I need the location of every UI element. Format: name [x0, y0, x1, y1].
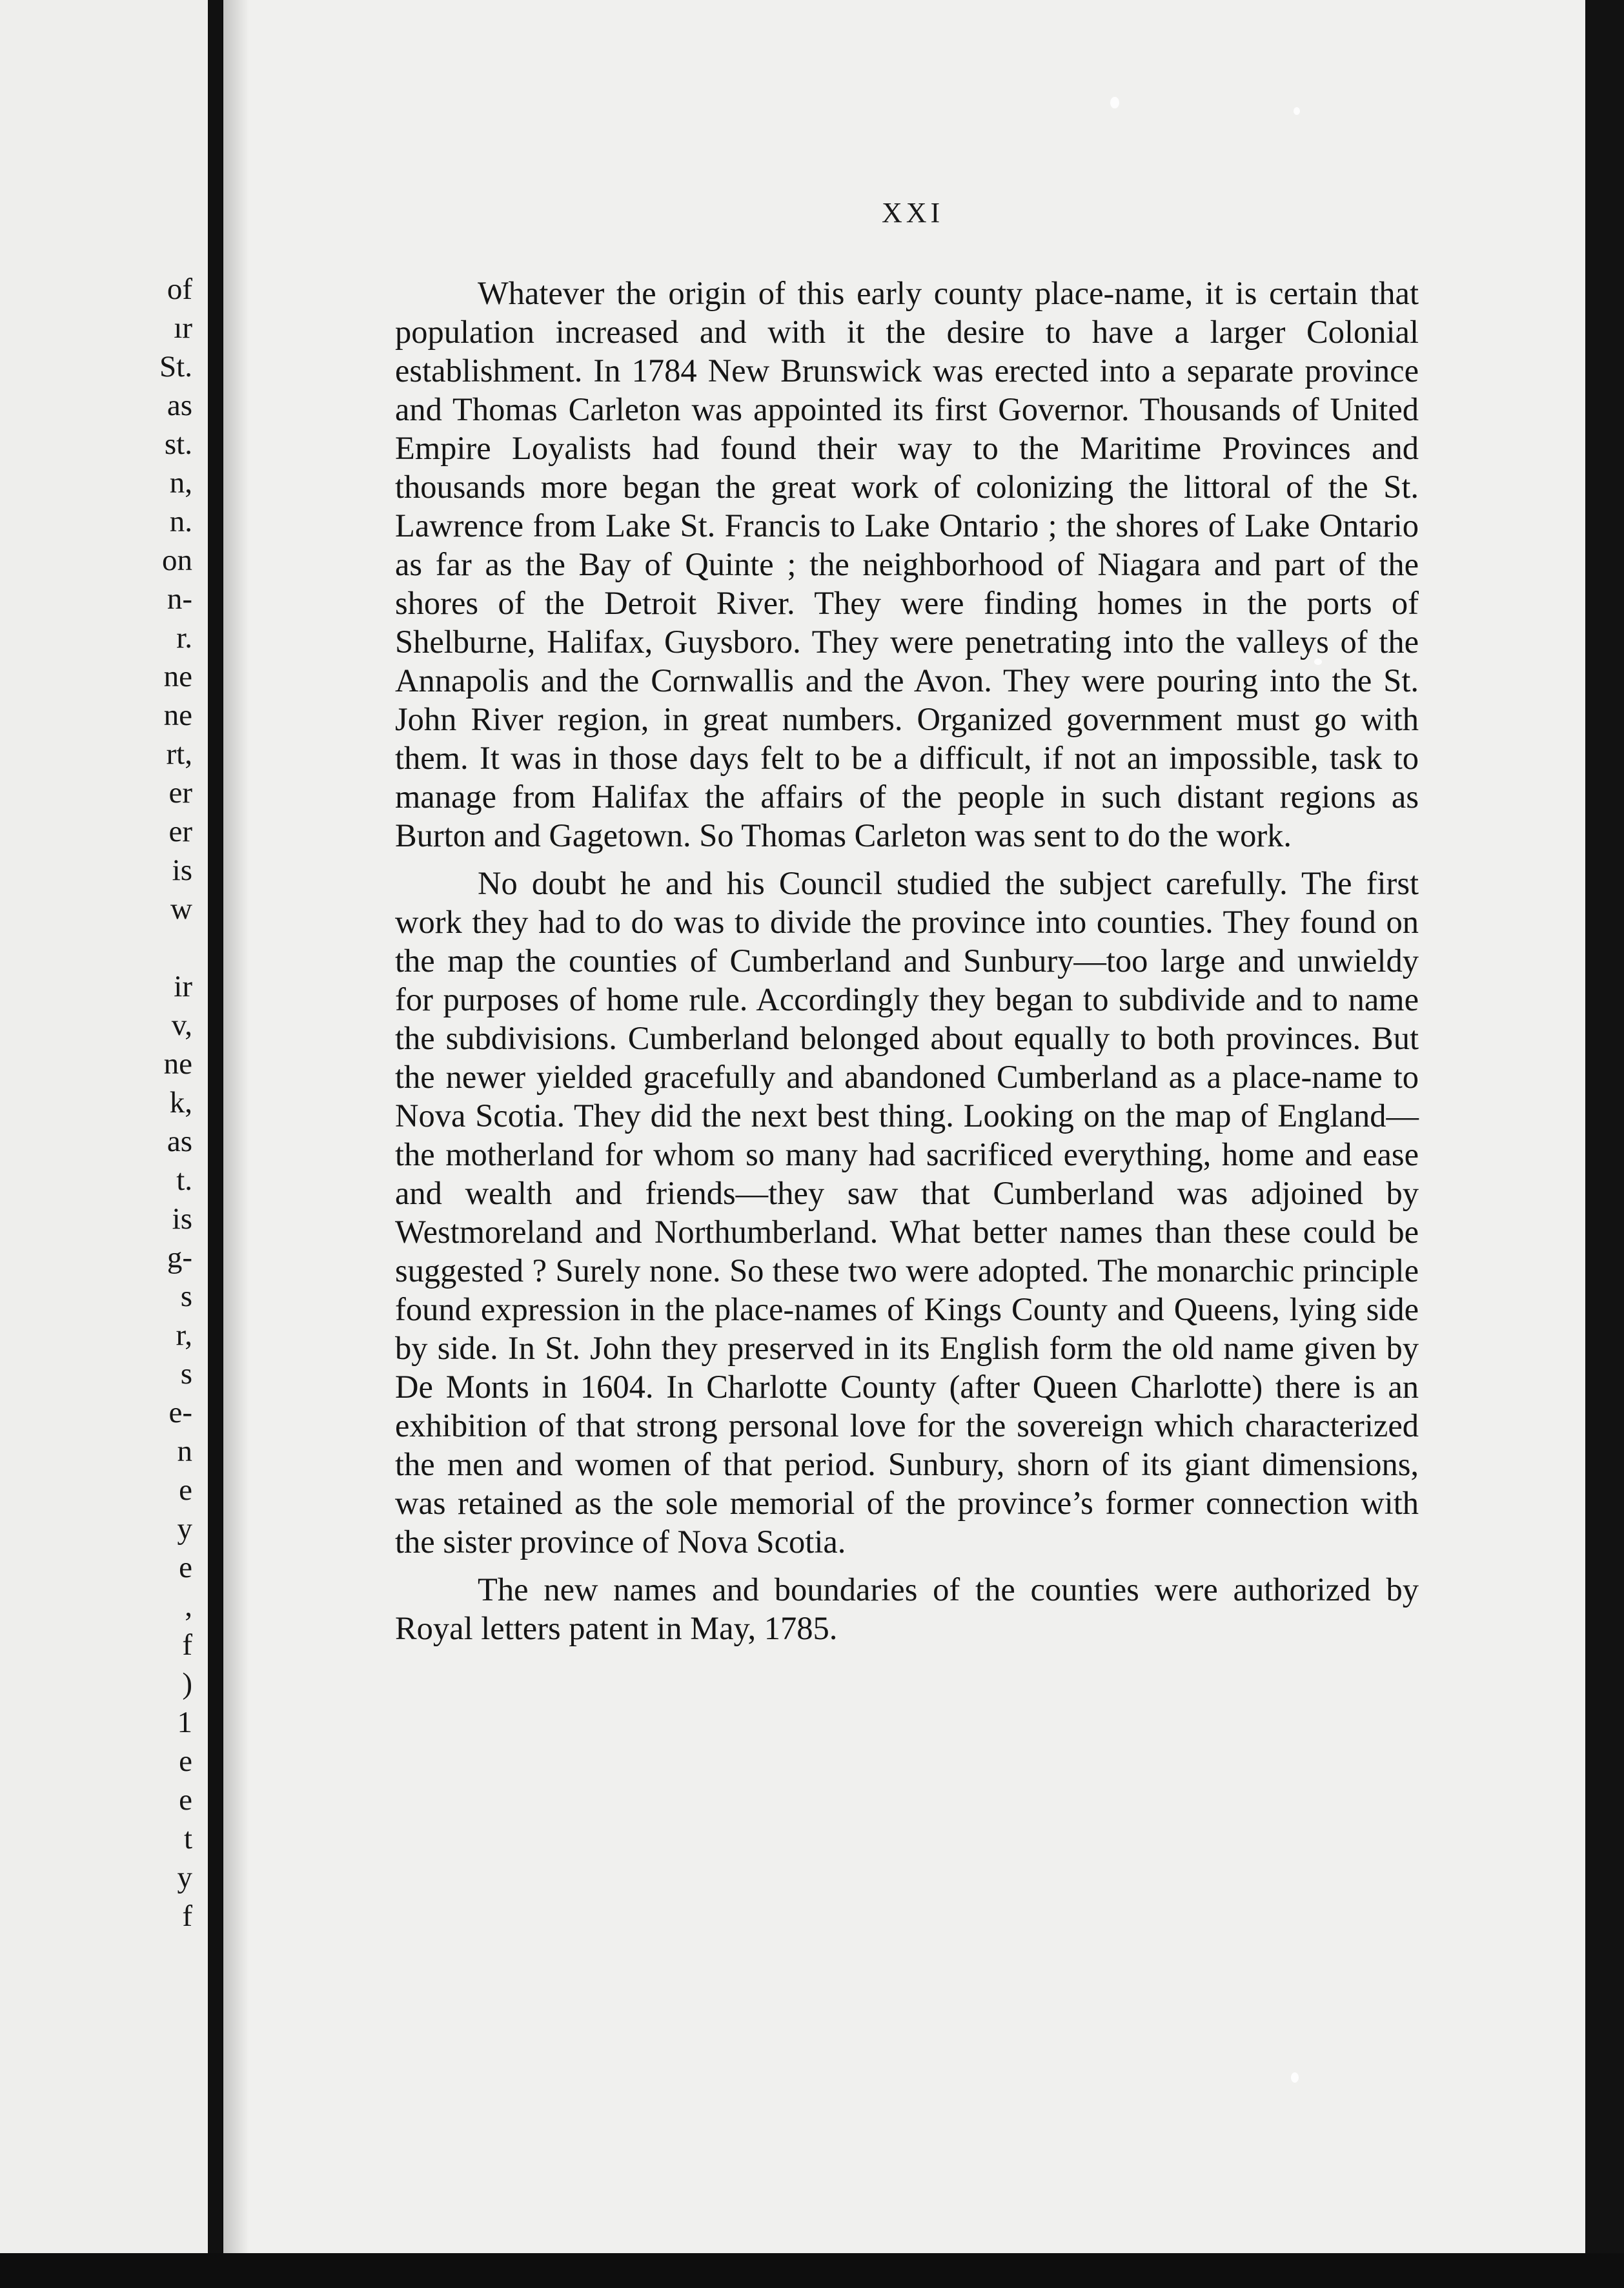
left-page-fragment: ne	[163, 699, 192, 732]
left-page-fragment: f	[182, 1899, 192, 1933]
left-page-fragment: ne	[163, 660, 192, 693]
left-page-fragment: as	[167, 1125, 192, 1158]
left-page-fragment: t	[183, 1822, 192, 1855]
scan-border-bottom	[0, 2253, 1624, 2288]
left-facing-page	[0, 0, 214, 2288]
left-page-fragment: v,	[171, 1008, 192, 1042]
left-page-fragment: s	[180, 1280, 192, 1313]
left-page-fragment: is	[172, 1202, 192, 1236]
left-page-fragment: st.	[164, 427, 192, 461]
left-page-fragment: r.	[176, 621, 192, 655]
left-page-fragment: ir	[174, 970, 192, 1003]
left-page-fragment: as	[167, 389, 192, 422]
left-page-fragment: St.	[159, 350, 192, 383]
left-page-fragment: f	[182, 1628, 192, 1662]
left-page-fragment: on	[162, 544, 192, 577]
left-page-fragment: is	[172, 853, 192, 887]
left-page-fragment: ne	[163, 1047, 192, 1081]
left-page-fragment: 1	[177, 1706, 192, 1739]
left-page-fragment: e	[179, 1744, 192, 1778]
scan-speck	[1291, 2072, 1299, 2083]
left-page-fragment: e	[179, 1783, 192, 1817]
left-page-fragment: y	[177, 1512, 192, 1546]
page-number: XXI	[882, 197, 944, 229]
page-curl-shadow	[223, 0, 249, 2253]
left-page-fragment: w	[170, 892, 192, 926]
left-page-fragment: y	[177, 1861, 192, 1894]
left-page-fragment: t.	[176, 1163, 192, 1197]
left-page-text-fragments	[0, 270, 194, 1936]
paragraph-1: Whatever the origin of this early county place-name, it is certain that population increased and with it the desire to have a larger Colonial establishment. In 1784 New Brunswick was erected into a separate province and Thomas Carleton was appointed its first Governor. Thousands of United Empire Loyalists had found their way to the Maritime Provinces and thousands more began the great work of colonizing the littoral of the St. Lawrence from Lake St. Francis to Lake Ontario ; the shores of Lake Ontario as far as the Bay of Quinte ; the neighborhood of Niagara and part of the shores of the Detroit River. They were finding homes in the ports of Shelburne, Halifax, Guysboro. They were penetrating into the valleys of the Annapolis and the Cornwallis and the Avon. They were pouring into the St. John River region, in great numbers. Organized government must go with them. It was in those days felt to be a difficult, if not an impossible, task to manage from Halifax the affairs of the people in such distant regions as Burton and Gagetown. So Thomas Carleton was sent to do the work.	[395, 275, 1419, 853]
paragraph-2: No doubt he and his Council studied the subject carefully. The first work they had to do was to divide the province into counties. They found on the map the counties of Cumberland and Sunbury—too large and unwieldy for purposes of home rule. Accordingly they began to subdivide and to name the subdivisions. Cumberland belonged about equally to both provinces. But the newer yielded gracefully and abandoned Cumberland as a place-name to Nova Scotia. They did the next best thing. Looking on the map of England—the motherland for whom so many had sacrificed everything, home and ease and wealth and friends—they saw that Cumberland was adjoined by Westmoreland and Northumberland. What better names than these could be suggested ? Surely none. So these two were adopted. The monarchic principle found expression in the place-names of Kings County and Queens, lying side by side. In St. John they preserved in its English form the old name given by De Monts in 1604. In Charlotte County (after Queen Charlotte) there is an exhibition of that strong personal love for the sovereign which characterized the men and women of that period. Sunbury, shorn of its giant dimensions, was retained as the sole memorial of the province’s former connection with the sister province of Nova Scotia.	[395, 865, 1419, 1560]
left-page-fragment: er	[168, 776, 192, 810]
left-page-fragment: of	[167, 272, 192, 306]
paragraph-3: The new names and boundaries of the counties were authorized by Royal letters patent in May, 1785.	[395, 1571, 1419, 1646]
scan-border-right	[1585, 0, 1624, 2288]
left-page-fragment: e-	[168, 1396, 192, 1429]
left-page-fragment: k,	[169, 1086, 192, 1119]
left-page-fragment: ır	[174, 311, 192, 345]
left-page-fragment: e	[179, 1473, 192, 1507]
scan-speck	[1110, 97, 1119, 108]
left-page-fragment: ,	[185, 1589, 192, 1623]
body-text	[395, 274, 1419, 1648]
left-page-fragment: n-	[167, 582, 192, 616]
left-page-fragment: r,	[176, 1318, 192, 1352]
left-page-fragment: )	[182, 1667, 192, 1701]
left-page-fragment: rt,	[166, 737, 192, 771]
left-page-fragment: e	[179, 1551, 192, 1584]
scan-speck	[1294, 107, 1300, 115]
left-page-fragment: n,	[169, 466, 192, 500]
gutter-shadow	[208, 0, 222, 2288]
left-page-fragment: g-	[167, 1241, 192, 1274]
left-page-fragment: n.	[169, 505, 192, 538]
left-page-fragment: s	[180, 1357, 192, 1391]
left-page-fragment: n	[177, 1435, 192, 1468]
left-page-fragment: er	[168, 815, 192, 848]
left-page-fragment	[0, 928, 194, 967]
